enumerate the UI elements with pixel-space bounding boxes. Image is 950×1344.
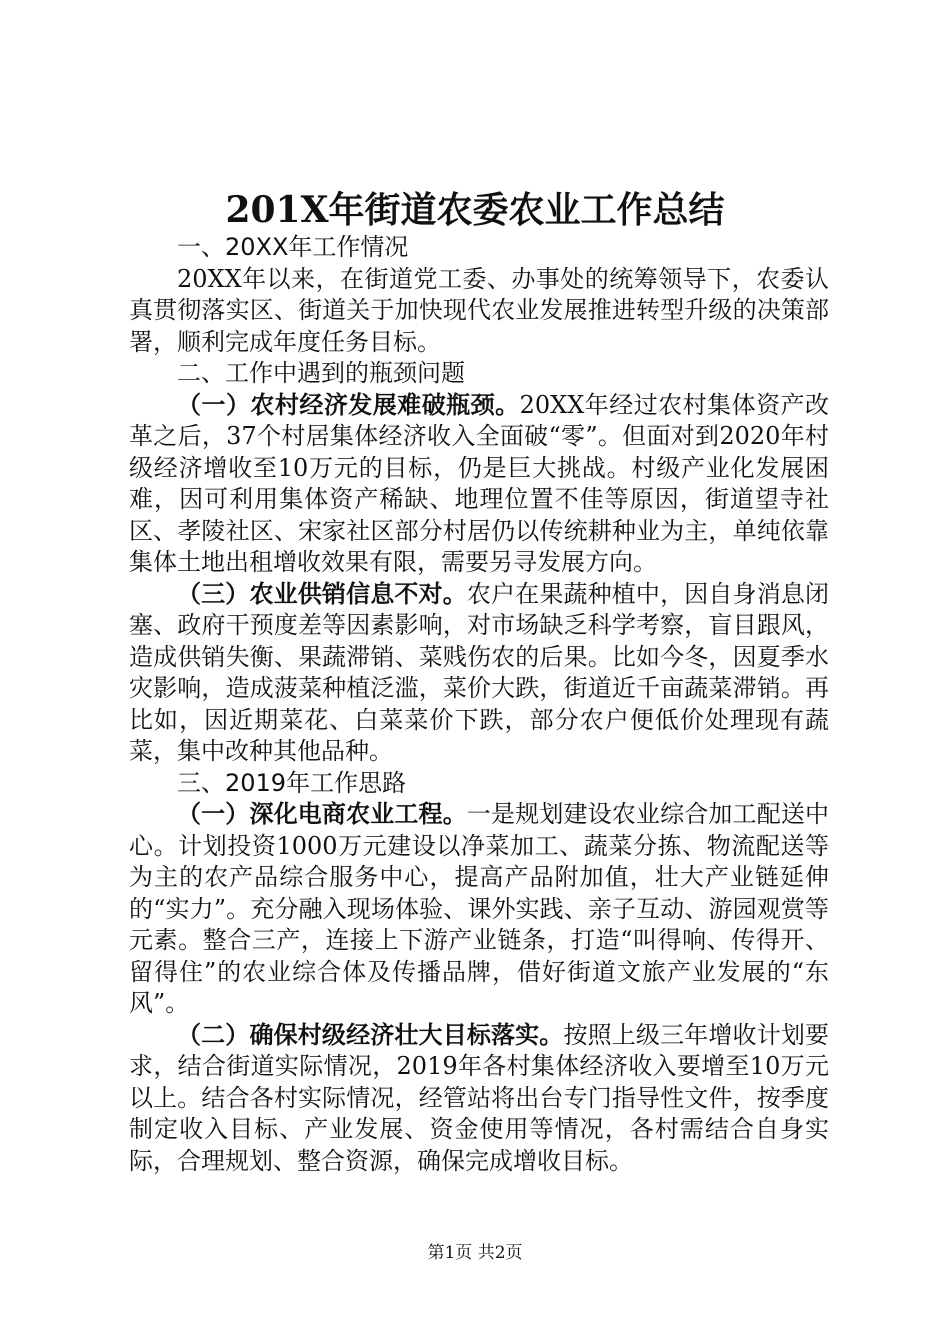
paragraph: [129, 799, 829, 1020]
paragraph-text: 按照上级三年增收计划要求，结合街道实际情况，2019年各村集体经济收入要增至10万元以上。结合各村实际情况，经管站将出台专门指导性文件，按季度制定收入目标、产业发展、资金使用等情况，各村需结合自身实际，合理规划、整合资源，确保完成增收目标。: [129, 1020, 830, 1175]
paragraph: [129, 579, 829, 768]
document-title: 201X年街道农委农业工作总结: [225, 189, 725, 231]
paragraph-lead: （一）深化电商农业工程。: [177, 800, 467, 828]
paragraph-text: 20XX年以来，在街道党工委、办事处的统筹领导下，农委认真贯彻落实区、街道关于加快现代农业发展推进转型升级的决策部署，顺利完成年度任务目标。: [129, 264, 829, 356]
paragraph-text: 农户在果蔬种植中，因自身消息闭塞、政府干预度差等因素影响，对市场缺乏科学考察，盲目跟风，造成供销失衡、果蔬滞销、菜贱伤农的后果。比如今冬，因夏季水灾影响，造成菠菜种植泛滥，菜价大跌，街道近千亩蔬菜滞销。再比如，因近期菜花、白菜菜价下跌，部分农户便低价处理现有蔬菜，集中改种其他品种。: [129, 579, 830, 765]
paragraph-lead: （三）农业供销信息不对。: [177, 579, 467, 608]
paragraph: [129, 264, 829, 359]
paragraph: [129, 390, 829, 579]
page-footer: 第1页 共2页: [427, 1243, 523, 1263]
section-1: [129, 232, 829, 358]
section-heading: 三、2019年工作思路: [177, 768, 407, 797]
section-3: [129, 768, 829, 1178]
paragraph-lead: （二）确保村级经济壮大目标落实。: [177, 1020, 564, 1049]
section-heading: 一、20XX年工作情况: [177, 233, 409, 261]
section-heading: 二、工作中遇到的瓶颈问题: [177, 359, 465, 387]
paragraph-text: 20XX年经过农村集体资产改革之后，37个村居集体经济收入全面破“零”。但面对到2020年村级经济增收至10万元的目标，仍是巨大挑战。村级产业化发展困难，因可利用集体资产稀缺、地理位置不佳等原因，街道望寺社区、孝陵社区、宋家社区部分村居仍以传统耕种业为主，单纯依靠集体土地出租增收效果有限，需要另寻发展方向。: [129, 390, 830, 576]
section-2: [129, 358, 829, 768]
paragraph-lead: （一）农村经济发展难破瓶颈。: [177, 390, 520, 419]
paragraph: [129, 1020, 829, 1178]
document-body: [129, 232, 829, 1177]
paragraph-text: 一是规划建设农业综合加工配送中心。计划投资1000万元建设以净菜加工、蔬菜分拣、物流配送等为主的农产品综合服务中心，提高产品附加值，壮大产业链延伸的“实力”。充分融入现场体验、课外实践、亲子互动、游园观赏等元素。整合三产，连接上下游产业链条，打造“叫得响、传得开、留得住”的农业综合体及传播品牌，借好街道文旅产业发展的“东风”。: [129, 800, 830, 1017]
